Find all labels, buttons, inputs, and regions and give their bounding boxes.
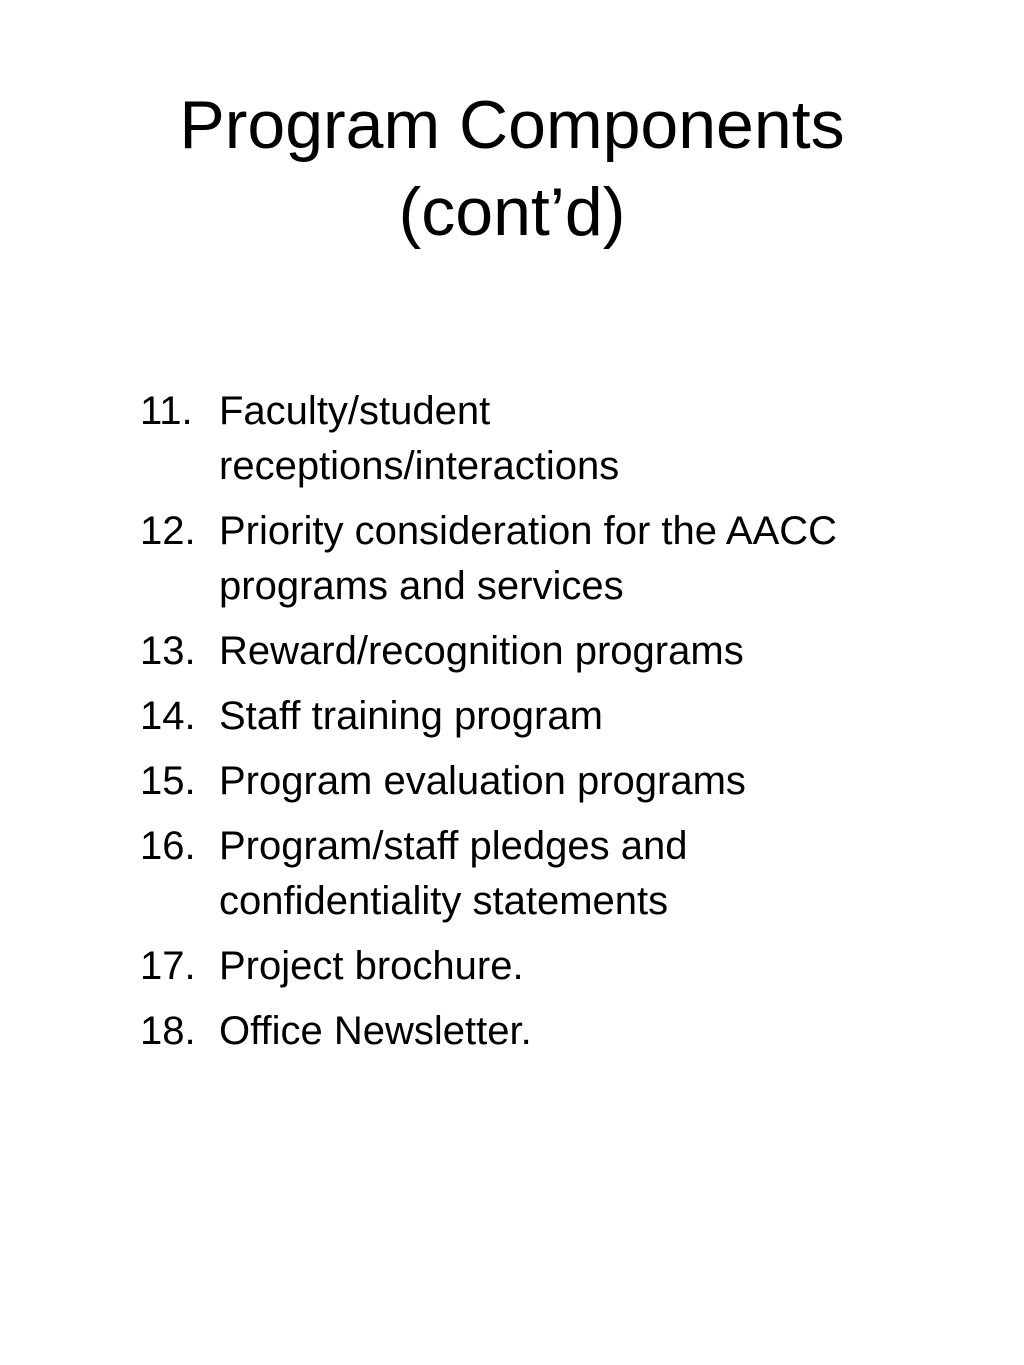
list-item (140, 819, 1010, 929)
item-number: 18. (140, 1009, 196, 1053)
item-text: Project brochure. (219, 944, 524, 988)
item-text: Staff training program (219, 694, 603, 738)
item-number: 16. (140, 824, 196, 868)
item-text: Reward/recognition programs (219, 629, 744, 673)
item-text: Program/staff pledges and confidentiality statements (219, 824, 688, 923)
list-item (140, 1004, 1010, 1059)
slide-title-line-1: Program Components (179, 87, 845, 163)
item-number: 14. (140, 694, 196, 738)
item-number: 13. (140, 629, 196, 673)
component-list (140, 384, 1010, 1069)
item-number: 11. (140, 389, 193, 433)
list-item (140, 689, 1010, 744)
list-item (140, 939, 1010, 994)
item-number: 15. (140, 759, 196, 803)
item-text: Faculty/student receptions/interactions (219, 389, 620, 488)
item-text: Office Newsletter. (219, 1009, 532, 1053)
list-item (140, 384, 1010, 494)
item-text: Program evaluation programs (219, 759, 746, 803)
item-number: 17. (140, 944, 196, 988)
list-item (140, 624, 1010, 679)
item-number: 12. (140, 509, 196, 553)
list-item (140, 754, 1010, 809)
slide-title (0, 82, 1024, 256)
slide-title-line-2: (cont’d) (398, 174, 626, 250)
list-item (140, 504, 1010, 614)
item-text: Priority consideration for the AACC programs and services (219, 509, 838, 608)
